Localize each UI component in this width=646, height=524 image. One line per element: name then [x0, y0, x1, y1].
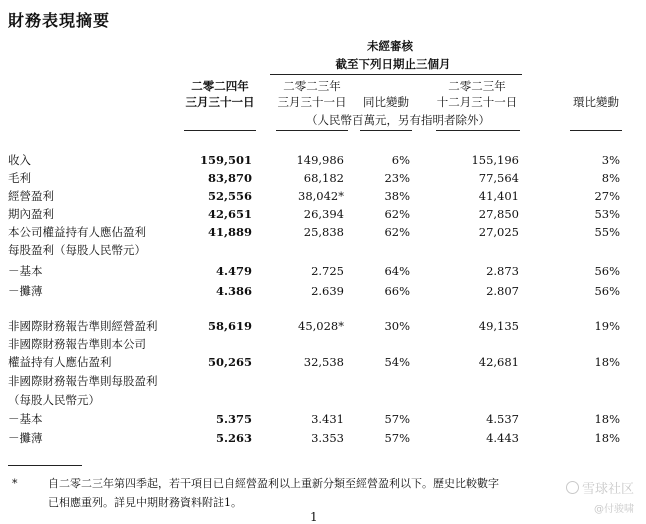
- col2-year: 二零二三年: [283, 79, 341, 93]
- qoq-change: 18%: [594, 412, 620, 426]
- value-2024q1: 52,556: [207, 189, 252, 203]
- table-row: [0, 170, 646, 186]
- footnote-rule: [8, 465, 82, 466]
- watermark-author: @付骏啸: [594, 504, 634, 515]
- col1-rule: [184, 130, 256, 131]
- value-2023q1: 26,394: [303, 207, 344, 221]
- table-row: [0, 373, 646, 389]
- table-row: [0, 336, 646, 352]
- value-2023q4: 27,025: [478, 225, 519, 239]
- col3-header: 同比變動: [363, 95, 409, 109]
- footnote-mark: *: [12, 477, 18, 490]
- unit-note: （人民幣百萬元，另有指明者除外）: [306, 113, 490, 127]
- col4-rule: [436, 130, 520, 131]
- value-2023q4: 4.443: [486, 431, 519, 445]
- value-2023q1: 149,986: [296, 153, 344, 167]
- table-row: [0, 318, 646, 334]
- value-2023q1: 68,182: [303, 171, 344, 185]
- value-2023q4: 27,850: [478, 207, 519, 221]
- yoy-change: 62%: [384, 207, 410, 221]
- yoy-change: 30%: [384, 319, 410, 333]
- table-row: [0, 188, 646, 204]
- section-title: 財務表現摘要: [8, 11, 111, 30]
- snowball-icon: [566, 481, 579, 494]
- table-row: [0, 283, 646, 299]
- value-2024q1: 58,619: [207, 319, 252, 333]
- col2-rule: [276, 130, 348, 131]
- qoq-change: 19%: [594, 319, 620, 333]
- watermark: [566, 478, 634, 497]
- header-period: 截至下列日期止三個月: [335, 57, 451, 71]
- yoy-change: 38%: [384, 189, 410, 203]
- yoy-change: 64%: [384, 264, 410, 278]
- value-2024q1: 41,889: [207, 225, 252, 239]
- value-2023q1: 2.639: [311, 284, 344, 298]
- value-2024q1: 5.263: [215, 431, 252, 445]
- page-number: 1: [310, 510, 318, 524]
- row-label: 本公司權益持有人應佔盈利: [8, 225, 146, 239]
- table-row: [0, 206, 646, 222]
- col4-date: 十二月三十一日: [436, 95, 518, 109]
- value-2023q1: 38,042*: [298, 189, 344, 203]
- yoy-change: 57%: [384, 431, 410, 445]
- value-2024q1: 42,651: [207, 207, 252, 221]
- value-2023q1: 3.431: [311, 412, 344, 426]
- value-2023q4: 49,135: [478, 319, 519, 333]
- row-label: 期內盈利: [8, 207, 54, 221]
- value-2023q4: 77,564: [478, 171, 519, 185]
- value-2024q1: 50,265: [207, 355, 252, 369]
- value-2023q4: 4.537: [486, 412, 519, 426]
- header-unaudited: 未經審核: [367, 39, 413, 53]
- value-2023q1: 45,028*: [298, 319, 344, 333]
- table-row: [0, 392, 646, 408]
- yoy-change: 66%: [384, 284, 410, 298]
- value-2023q4: 2.807: [486, 284, 519, 298]
- col2-date: 三月三十一日: [277, 95, 347, 109]
- row-label: －攤薄: [8, 431, 43, 445]
- yoy-change: 57%: [384, 412, 410, 426]
- table-row: [0, 354, 646, 370]
- table-row: [0, 411, 646, 427]
- value-2023q1: 32,538: [303, 355, 344, 369]
- row-label: 非國際財務報告準則每股盈利: [8, 374, 158, 388]
- row-label: －攤薄: [8, 284, 43, 298]
- col1-date: 三月三十一日: [185, 95, 255, 109]
- value-2024q1: 5.375: [215, 412, 252, 426]
- col3-rule: [360, 130, 412, 131]
- row-label: 收入: [8, 153, 31, 167]
- col4-year: 二零二三年: [448, 79, 506, 93]
- row-label: 權益持有人應佔盈利: [8, 355, 112, 369]
- row-label: －基本: [8, 264, 43, 278]
- yoy-change: 23%: [384, 171, 410, 185]
- qoq-change: 56%: [594, 264, 620, 278]
- value-2024q1: 159,501: [199, 153, 252, 167]
- value-2023q4: 42,681: [478, 355, 519, 369]
- value-2023q4: 2.873: [486, 264, 519, 278]
- footnote-line-2: 已相應重列。詳見中期財務資料附註1。: [48, 496, 242, 509]
- row-label: 毛利: [8, 171, 31, 185]
- table-row: [0, 430, 646, 446]
- qoq-change: 3%: [601, 153, 620, 167]
- row-label: 非國際財務報告準則本公司: [8, 337, 146, 351]
- value-2024q1: 4.386: [215, 284, 252, 298]
- table-row: [0, 242, 646, 258]
- footnote-line-1: 自二零二三年第四季起，若干項目已自經營盈利以上重新分類至經營盈利以下。歷史比較數字: [48, 477, 499, 490]
- value-2024q1: 83,870: [207, 171, 252, 185]
- value-2023q4: 41,401: [478, 189, 519, 203]
- value-2023q1: 3.353: [311, 431, 344, 445]
- yoy-change: 62%: [384, 225, 410, 239]
- table-row: [0, 263, 646, 279]
- table-row: [0, 152, 646, 168]
- row-label: 經營盈利: [8, 189, 54, 203]
- qoq-change: 18%: [594, 431, 620, 445]
- qoq-change: 53%: [594, 207, 620, 221]
- qoq-change: 18%: [594, 355, 620, 369]
- value-2023q1: 2.725: [311, 264, 344, 278]
- table-row: [0, 224, 646, 240]
- value-2023q1: 25,838: [303, 225, 344, 239]
- row-label: （每股人民幣元）: [8, 393, 100, 407]
- qoq-change: 55%: [594, 225, 620, 239]
- qoq-change: 56%: [594, 284, 620, 298]
- value-2023q4: 155,196: [471, 153, 519, 167]
- row-label: 非國際財務報告準則經營盈利: [8, 319, 158, 333]
- col5-header: 環比變動: [573, 95, 619, 109]
- watermark-text: 雪球社区: [582, 482, 635, 497]
- header-rule: [270, 74, 522, 75]
- value-2024q1: 4.479: [215, 264, 252, 278]
- qoq-change: 8%: [601, 171, 620, 185]
- col1-year: 二零二四年: [191, 79, 249, 93]
- row-label: 每股盈利（每股人民幣元）: [8, 243, 146, 257]
- col5-rule: [570, 130, 622, 131]
- row-label: －基本: [8, 412, 43, 426]
- qoq-change: 27%: [594, 189, 620, 203]
- yoy-change: 54%: [384, 355, 410, 369]
- yoy-change: 6%: [391, 153, 410, 167]
